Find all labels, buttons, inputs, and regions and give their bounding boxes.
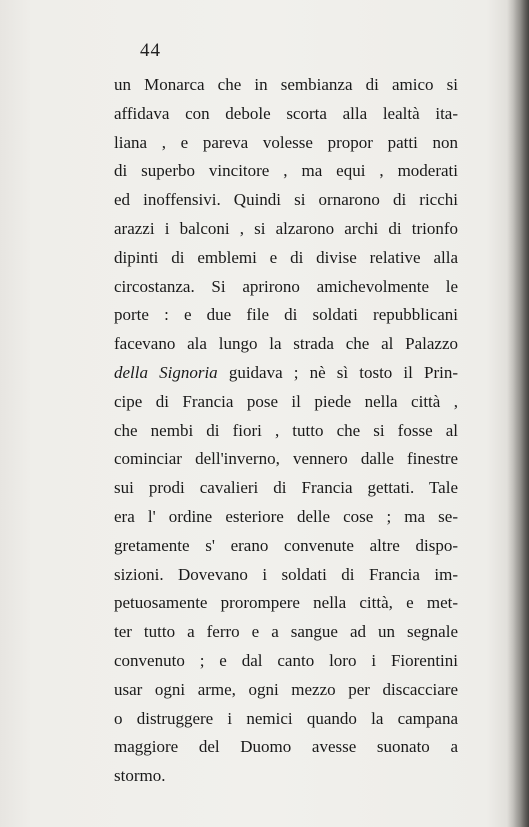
text-line (114, 359, 458, 388)
text-line: liana , e pareva volesse propor patti non (114, 132, 458, 152)
text-line: di superbo vincitore , ma equi , moderati (114, 161, 458, 181)
text-line: porte : e due file di soldati repubblicani (114, 305, 458, 325)
line-remainder: guidava ; nè sì tosto il Prin- (217, 362, 458, 382)
text-line: usar ogni arme, ogni mezzo per discacciare (114, 679, 458, 699)
text-line: circostanza. Si aprirono amichevolmente le (114, 276, 458, 296)
text-line: ter tutto a ferro e a sangue ad un segnale (114, 622, 458, 642)
text-line: gretamente s' erano convenute altre dispo- (114, 535, 458, 555)
text-line: sizioni. Dovevano i soldati di Francia im- (114, 564, 458, 584)
text-line: dipinti di emblemi e di divise relative alla (114, 247, 458, 267)
text-line: cipe di Francia pose il piede nella città , (114, 391, 458, 411)
text-line: affidava con debole scorta alla lealtà ita- (114, 103, 458, 123)
text-line: era l' ordine esteriore delle cose ; ma se- (114, 506, 458, 526)
text-line: o distruggere i nemici quando la campana (114, 708, 458, 728)
text-line: convenuto ; e dal canto loro i Fiorentini (114, 650, 458, 670)
text-line: ed inoffensivi. Quindi si ornarono di ricchi (114, 190, 458, 210)
body-text (114, 71, 458, 791)
text-line: maggiore del Duomo avesse suonato a (114, 737, 458, 757)
text-line: facevano ala lungo la strada che al Palazzo (114, 334, 458, 354)
text-line: petuosamente prorompere nella città, e met- (114, 593, 458, 613)
text-line: cominciar dell'inverno, vennero dalle finestre (114, 449, 458, 469)
text-line: stormo. (114, 766, 166, 786)
page-number: 44 (140, 40, 161, 61)
text-line: sui prodi cavalieri di Francia gettati. Tale (114, 478, 458, 498)
text-line: un Monarca che in sembianza di amico si (114, 75, 458, 94)
italic-phrase: della Signoria (114, 362, 218, 382)
text-line: che nembi di fiori , tutto che si fosse al (114, 420, 458, 440)
text-line: arazzi i balconi , si alzarono archi di trionfo (114, 218, 458, 238)
